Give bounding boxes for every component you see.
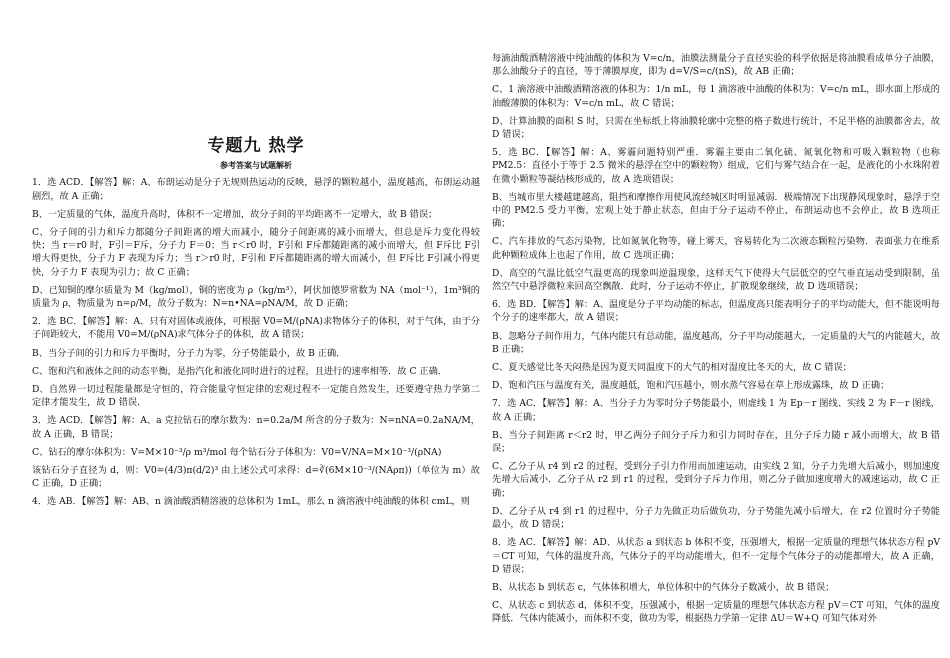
left-column xyxy=(32,136,480,514)
paragraph: D、计算油膜的面积 S 时，只需在坐标纸上将油膜轮廓中完整的格子数进行统计，不足半格的油膜都舍去，故 D 错误； xyxy=(492,115,940,141)
paragraph: 6．选 BD．【解答】解：A、温度是分子平均动能的标志，但温度高只能表明分子的平均动能大，但不能说明每个分子的速率都大，故 A 错误； xyxy=(492,299,940,324)
paragraph: B、当城市里大楼越建越高，阻挡和摩擦作用使风流经城区时明显减弱．极端情况下出现静风现象时，悬浮于空中的 PM2.5 受力平衡，宏观上处于静止状态，但由于分子运动不停止，布朗运动也不会停止，故 B 选项正确； xyxy=(492,191,940,230)
paragraph: 该钻石分子直径为 d，则：V0=(4/3)π(d/2)³ 由上述公式可求得：d=∛(6M×10⁻³/(NAρπ))（单位为 m）故 C 正确，D 正确； xyxy=(32,465,480,490)
paragraph: 8．选 AC．【解答】解：AD、从状态 a 到状态 b 体积不变，压强增大，根据一定质量的理想气体状态方程 pV＝CT 可知，气体的温度升高，气体分子的平均动能增大，但不一定每个气体分子的动能都增大，故 A 正确，D 错误； xyxy=(492,537,940,575)
paragraph: C、从状态 c 到状态 d，体积不变，压强减小，根据一定质量的理想气体状态方程 pV＝CT 可知，气体的温度降低．气体内能减小，而体积不变，做功为零，根据热力学第一定律 ΔU＝W+Q 可知气体对外 xyxy=(492,600,940,625)
paragraph: 5．选 BC．【解答】解：A、雾霾问题特别严重．雾霾主要由二氧化硫、氮氧化物和可吸入颗粒物（也称 PM2.5：直径小于等于 2.5 微米的悬浮在空中的颗粒物）组成，它们与雾气结合在一起，是液化的小水珠附着在微小颗粒等凝结核形成的，故 A 选项错误； xyxy=(492,147,940,185)
paragraph: B、从状态 b 到状态 c，气体体积增大，单位体积中的气体分子数减小，故 B 错误； xyxy=(492,581,835,593)
right-column xyxy=(492,52,940,631)
paragraph: 2．选 BC．【解答】解：A、只有对固体或液体，可根据 V0=M/(ρNA)求物体分子的体积，对于气体，由于分子间距较大，不能用 V0=M/(ρNA)求气体分子的体积，故 A 错误； xyxy=(32,316,480,341)
paragraph: D、乙分子从 r4 到 r1 的过程中，分子力先做正功后做负功，分子势能先减小后增大，在 r2 位置时分子势能最小，故 D 错误； xyxy=(492,505,940,531)
paragraph: 1．选 ACD．【解答】解：A、布朗运动是分子无规则热运动的反映，悬浮的颗粒越小，温度越高，布朗运动越剧烈，故 A 正确； xyxy=(32,177,480,202)
page-subtitle: 参考答案与试题解析 xyxy=(220,161,292,171)
paragraph: 3．选 ACD．【解答】解：A、a 克拉钻石的摩尔数为：n=0.2a/M 所含的分子数为：N=nNA=0.2aNA/M，故 A 正确，B 错误； xyxy=(32,415,480,440)
paragraph: 7．选 AC．【解答】解：A、当分子力为零时分子势能最小，则虚线 1 为 Ep－r 图线、实线 2 为 F－r 图线，故 A 正确； xyxy=(492,398,940,423)
paragraph: D、自然界一切过程能量都是守恒的，符合能量守恒定律的宏观过程不一定能自然发生，还要遵守热力学第二定律才能发生，故 D 错误． xyxy=(32,384,480,409)
paragraph: C、夏天感觉比冬天闷热是因为夏天同温度下的大气的相对湿度比冬天的大，故 C 错误； xyxy=(492,362,852,374)
paragraph: D、饱和汽压与温度有关，温度越低，饱和汽压越小，则水蒸气容易在草上形成露珠，故 D 正确； xyxy=(492,380,890,392)
paragraph: C、乙分子从 r4 到 r2 的过程，受到分子引力作用而加速运动，由实线 2 知，分子力先增大后减小，则加速度先增大后减小．乙分子从 r2 到 r1 的过程，受到分子斥力作用，则乙分子做加速度增大的减速运动，故 C 正确； xyxy=(492,461,940,499)
paragraph: C、分子间的引力和斥力都随分子间距离的增大而减小，随分子间距离的减小而增大，但总是斥力变化得较快；当 r＝r0 时，F引＝F斥，分子力 F＝0；当 r＜r0 时，F引和 F斥都随距离的减小而增大，但 F斥比 F引增大得更快，分子力 F 表现为斥力；当 r＞r0 时，F引和 F斥都随距离的增大而减小，但 F斥比 F引减小得更快，分子力 F 表现为引力；故 C 正确； xyxy=(32,227,480,278)
paragraph: 每滴油酸酒精溶液中纯油酸的体积为 V=c/n，油膜法测量分子直径实验的科学依据是将油膜看成单分子油膜，那么油酸分子的直径，等于薄膜厚度，即为 d=V/S=c/(nS)，故 AB 正确； xyxy=(492,53,940,78)
page-title: 专题九 热学 xyxy=(207,136,305,156)
paragraph: C、1 滴溶液中油酸酒精溶液的体积为：1/n mL，每 1 滴溶液中油酸的体积为：V=c/n mL，即水面上形成的油酸薄膜的体积为：V=c/n mL，故 C 错误； xyxy=(492,84,940,109)
paragraph: 4．选 AB．【解答】解：AB、n 滴油酸酒精溶液的总体积为 1mL，那么 n 滴溶液中纯油酸的体积 cmL，则 xyxy=(32,496,470,508)
paragraph: C、钻石的摩尔体积为：V=M×10⁻³/ρ m³/mol 每个钻石分子体积为：V0=V/NA=M×10⁻³/(ρNA) xyxy=(32,446,442,458)
paragraph: B、一定质量的气体，温度升高时，体积不一定增加，故分子间的平均距离不一定增大，故 B 错误； xyxy=(32,208,438,220)
paragraph: D、高空的气温比低空气温更高的现象叫逆温现象，这样天气下使得大气层低空的空气垂直运动受到限制，虽然空气中悬浮微粒来回高空飘散．此时，分子运动不停止，扩散现象继续，故 D 选项错误； xyxy=(492,267,940,293)
paragraph: D、已知铜的摩尔质量为 M（kg/mol），铜的密度为 ρ（kg/m³），阿伏加德罗常数为 NA（mol⁻¹），1m³铜的质量为 ρ，物质量为 n=ρ/M，故分子数为：N=n•NA=ρNA/M，故 D 正确； xyxy=(32,284,480,310)
paragraph: C、汽车排放的气态污染物，比如氮氧化物等，碰上雾天，容易转化为二次液态颗粒污染物．表面张力在维系此种颗粒成体上也起了作用，故 C 选项正确； xyxy=(492,236,940,261)
paragraph: B、当分子间的引力和斥力平衡时，分子力为零，分子势能最小，故 B 正确． xyxy=(32,347,346,359)
paragraph: B、忽略分子间作用力，气体内能只有总动能，温度越高，分子平均动能越大，一定质量的大气的内能越大，故 B 正确； xyxy=(492,330,940,355)
paragraph: C、饱和汽和液体之间的动态平衡，是指汽化和液化同时进行的过程，且进行的速率相等．故 C 正确． xyxy=(32,365,447,377)
paragraph: B、当分子间距离 r＜r2 时，甲乙两分子间分子斥力和引力同时存在，且分子斥力随 r 减小而增大，故 B 错误； xyxy=(492,429,940,455)
